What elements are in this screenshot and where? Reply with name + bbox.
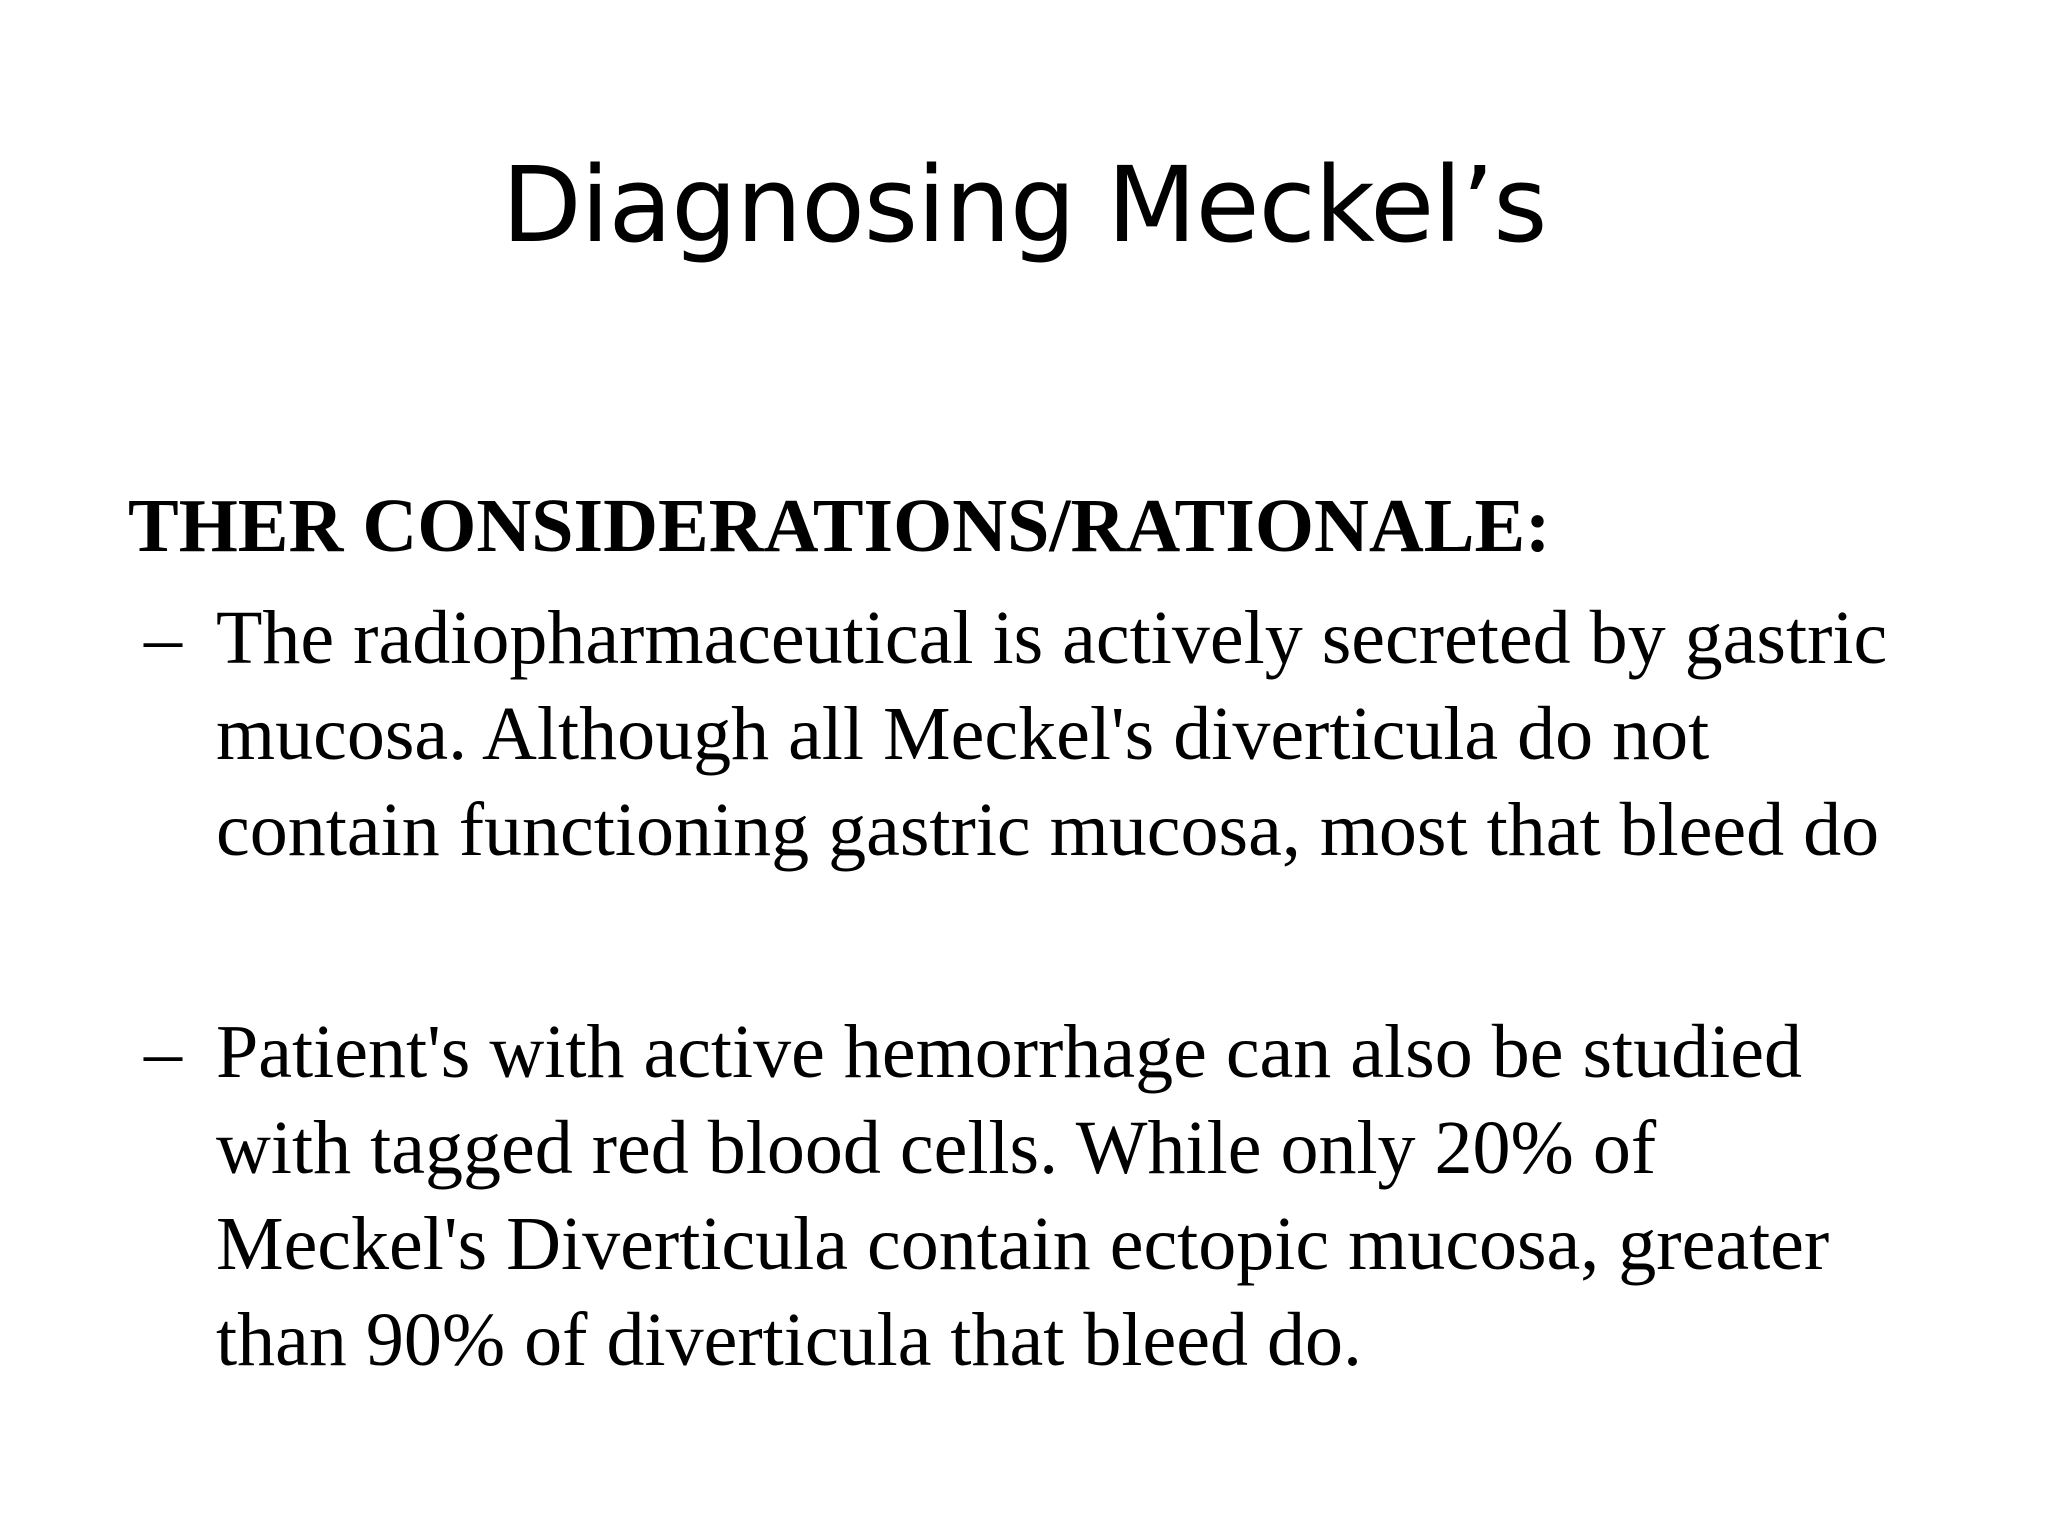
bullet-dash: –	[144, 1010, 182, 1094]
slide-title: Diagnosing Meckel’s	[501, 144, 1547, 266]
bullet-item	[144, 1004, 1944, 1388]
bullet-text: Patient's with active hemorrhage can also be studied with tagged red blood cells. While only 20% of Meckel's Diverticula contain ectopic mucosa, greater than 90% of diverticula that bleed do.	[216, 1010, 1830, 1382]
bullet-item	[144, 590, 1944, 878]
section-heading: THER CONSIDERATIONS/RATIONALE:	[128, 484, 1551, 568]
bullet-dash: –	[144, 596, 182, 680]
bullet-text: The radiopharmaceutical is actively secreted by gastric mucosa. Although all Meckel's diverticula do not contain functioning gastric mucosa, most that bleed do	[216, 596, 1888, 872]
